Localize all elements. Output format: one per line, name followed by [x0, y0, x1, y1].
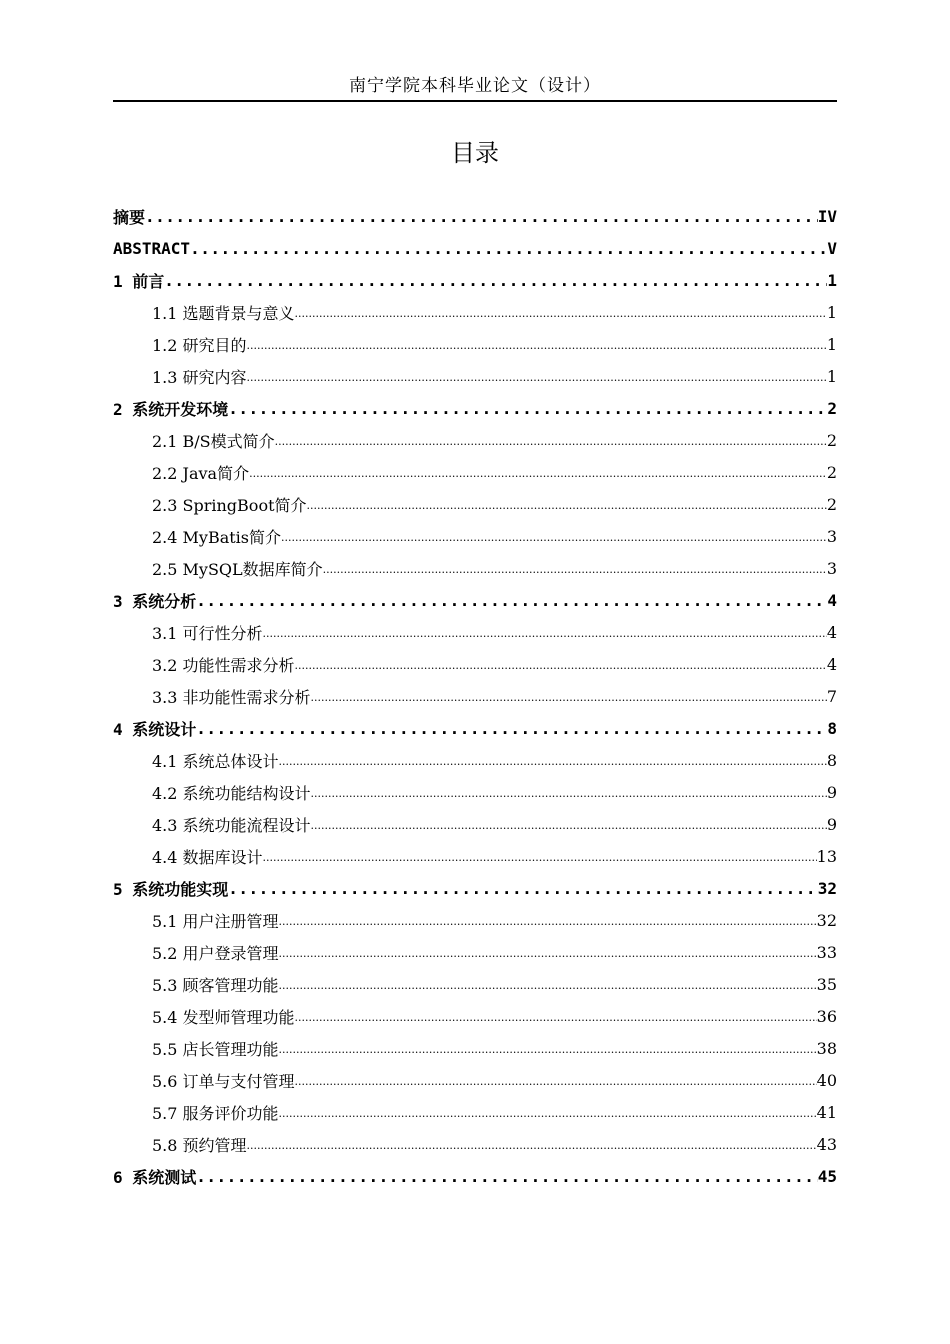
toc-dot-leader [279, 1102, 817, 1122]
toc-chapter-entry[interactable] [113, 200, 837, 232]
toc-dot-leader [311, 814, 827, 834]
toc-dot-leader [323, 558, 827, 578]
toc-entry-label: 4.4 数据库设计 [152, 847, 263, 867]
toc-chapter-entry[interactable] [113, 712, 837, 744]
toc-section-entry[interactable] [113, 328, 837, 360]
toc-dot-leader [196, 1167, 817, 1186]
toc-entry-page-number: 38 [816, 1038, 837, 1058]
toc-entry-page-number: 1 [826, 302, 837, 322]
toc-section-entry[interactable] [113, 616, 837, 648]
toc-dot-leader [249, 462, 827, 482]
toc-entry-label: 3 系统分析 [113, 591, 197, 611]
toc-section-entry[interactable] [113, 1128, 837, 1160]
toc-entry-page-number: 2 [826, 462, 837, 482]
toc-entry-label: 1.3 研究内容 [152, 367, 247, 387]
toc-entry-label: 2.3 SpringBoot简介 [152, 495, 307, 515]
toc-dot-leader [247, 366, 827, 386]
toc-chapter-entry[interactable] [113, 232, 837, 264]
header-rule [113, 100, 837, 102]
toc-entry-label: 4.3 系统功能流程设计 [152, 815, 311, 835]
toc-entry-label: 5.3 顾客管理功能 [152, 975, 279, 995]
toc-dot-leader [279, 974, 817, 994]
toc-entry-label: 5.6 订单与支付管理 [152, 1071, 295, 1091]
toc-section-entry[interactable] [113, 520, 837, 552]
toc-section-entry[interactable] [113, 456, 837, 488]
toc-dot-leader [281, 526, 827, 546]
toc-section-entry[interactable] [113, 936, 837, 968]
toc-entry-page-number: 43 [816, 1134, 837, 1154]
toc-section-entry[interactable] [113, 840, 837, 872]
toc-dot-leader [247, 1134, 817, 1154]
toc-entry-page-number: 32 [816, 910, 837, 930]
toc-entry-label: 5.7 服务评价功能 [152, 1103, 279, 1123]
toc-section-entry[interactable] [113, 488, 837, 520]
toc-dot-leader [228, 879, 817, 898]
toc-dot-leader [228, 399, 827, 418]
running-header: 南宁学院本科毕业论文（设计） [349, 76, 601, 96]
toc-entry-label: 3.2 功能性需求分析 [152, 655, 295, 675]
toc-section-entry[interactable] [113, 424, 837, 456]
toc-dot-leader [247, 334, 827, 354]
toc-entry-label: 5 系统功能实现 [113, 879, 229, 899]
toc-entry-label: 1.2 研究目的 [152, 335, 247, 355]
toc-section-entry[interactable] [113, 776, 837, 808]
toc-entry-label: 1 前言 [113, 271, 165, 291]
toc-dot-leader [263, 622, 827, 642]
toc-entry-label: 4 系统设计 [113, 719, 197, 739]
toc-entry-page-number: 2 [826, 494, 837, 514]
toc-section-entry[interactable] [113, 680, 837, 712]
toc-entry-page-number: 45 [817, 1166, 837, 1186]
toc-entry-page-number: 1 [826, 334, 837, 354]
toc-entry-label: 3.1 可行性分析 [152, 623, 263, 643]
toc-dot-leader [307, 494, 827, 514]
toc-entry-label: 5.4 发型师管理功能 [152, 1007, 295, 1027]
toc-chapter-entry[interactable] [113, 584, 837, 616]
toc-dot-leader [295, 302, 827, 322]
toc-section-entry[interactable] [113, 968, 837, 1000]
toc-dot-leader [311, 782, 827, 802]
toc-entry-label: 2.5 MySQL数据库简介 [152, 559, 323, 579]
toc-dot-leader [279, 910, 817, 930]
toc-entry-page-number: 2 [826, 430, 837, 450]
toc-entry-label: 3.3 非功能性需求分析 [152, 687, 311, 707]
toc-dot-leader [145, 207, 818, 226]
toc-dot-leader [164, 271, 827, 290]
toc-chapter-entry[interactable] [113, 264, 837, 296]
toc-entry-page-number: 2 [827, 398, 837, 418]
toc-entry-page-number: 4 [826, 622, 837, 642]
toc-dot-leader [190, 239, 827, 258]
toc-dot-leader [279, 1038, 817, 1058]
toc-entry-label: 2.2 Java简介 [152, 463, 250, 483]
toc-entry-page-number: 1 [827, 270, 837, 290]
toc-entry-page-number: 4 [827, 590, 837, 610]
toc-entry-page-number: 41 [816, 1102, 837, 1122]
toc-dot-leader [295, 1006, 817, 1026]
toc-entry-label: 摘要 [113, 207, 146, 227]
toc-entry-label: 5.5 店长管理功能 [152, 1039, 279, 1059]
toc-section-entry[interactable] [113, 648, 837, 680]
toc-dot-leader [196, 719, 827, 738]
toc-entry-label: 2 系统开发环境 [113, 399, 229, 419]
toc-entry-label: 5.2 用户登录管理 [152, 943, 279, 963]
toc-dot-leader [196, 591, 827, 610]
toc-section-entry[interactable] [113, 552, 837, 584]
toc-section-entry[interactable] [113, 1000, 837, 1032]
toc-list [113, 200, 837, 1192]
toc-dot-leader [295, 1070, 817, 1090]
toc-section-entry[interactable] [113, 1032, 837, 1064]
toc-entry-page-number: 7 [826, 686, 837, 706]
toc-section-entry[interactable] [113, 296, 837, 328]
toc-entry-page-number: 40 [816, 1070, 837, 1090]
toc-title: 目录 [451, 139, 499, 167]
toc-section-entry[interactable] [113, 360, 837, 392]
toc-entry-label: ABSTRACT [113, 238, 191, 258]
toc-section-entry[interactable] [113, 1096, 837, 1128]
toc-dot-leader [311, 686, 827, 706]
toc-entry-page-number: 35 [816, 974, 837, 994]
toc-entry-page-number: 33 [816, 942, 837, 962]
toc-dot-leader [275, 430, 827, 450]
toc-chapter-entry[interactable] [113, 392, 837, 424]
toc-section-entry[interactable] [113, 904, 837, 936]
toc-entry-label: 4.2 系统功能结构设计 [152, 783, 311, 803]
toc-section-entry[interactable] [113, 744, 837, 776]
toc-section-entry[interactable] [113, 1064, 837, 1096]
toc-entry-page-number: 8 [827, 718, 837, 738]
toc-entry-page-number: 4 [826, 654, 837, 674]
toc-entry-page-number: V [827, 238, 837, 258]
toc-entry-page-number: 13 [816, 846, 837, 866]
toc-dot-leader [279, 750, 827, 770]
toc-entry-page-number: 3 [826, 526, 837, 546]
toc-entry-label: 5.8 预约管理 [152, 1135, 247, 1155]
toc-entry-page-number: 1 [826, 366, 837, 386]
toc-entry-label: 6 系统测试 [113, 1167, 197, 1187]
toc-entry-page-number: 9 [826, 782, 837, 802]
toc-entry-label: 5.1 用户注册管理 [152, 911, 279, 931]
toc-entry-page-number: 32 [817, 878, 837, 898]
toc-entry-label: 4.1 系统总体设计 [152, 751, 279, 771]
toc-section-entry[interactable] [113, 808, 837, 840]
toc-dot-leader [279, 942, 817, 962]
toc-entry-page-number: 3 [826, 558, 837, 578]
toc-entry-page-number: IV [817, 206, 837, 226]
toc-entry-page-number: 8 [826, 750, 837, 770]
toc-dot-leader [263, 846, 817, 866]
toc-entry-label: 2.4 MyBatis简介 [152, 527, 282, 547]
toc-entry-label: 1.1 选题背景与意义 [152, 303, 295, 323]
toc-chapter-entry[interactable] [113, 872, 837, 904]
toc-chapter-entry[interactable] [113, 1160, 837, 1192]
toc-entry-page-number: 9 [826, 814, 837, 834]
toc-dot-leader [295, 654, 827, 674]
toc-entry-label: 2.1 B/S模式简介 [152, 431, 275, 451]
toc-entry-page-number: 36 [816, 1006, 837, 1026]
